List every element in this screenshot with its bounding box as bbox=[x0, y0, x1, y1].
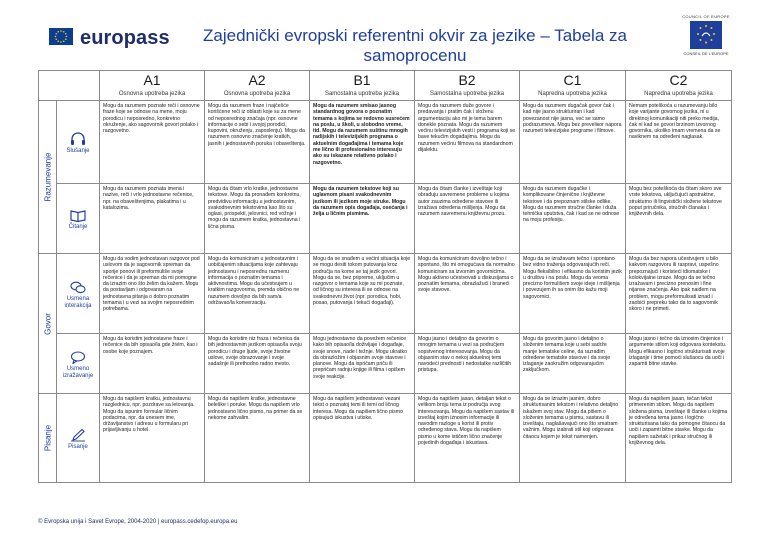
skill-slusanje: Slušanje bbox=[57, 101, 100, 184]
page-header bbox=[0, 0, 768, 66]
europass-logo: europass bbox=[80, 27, 170, 49]
level-b1-header: B1 Samostalna upotreba jezika bbox=[310, 71, 415, 101]
cell-interakcija-b2: Mogu da komuniciram dovoljno tečno i spontano, što mi omogućava da normalno komuniciram sa izvornim govornicima. Mogu aktivno učestvovati u diskusijama o poznatim temama, obrazlažući i braneći svoje stavove. bbox=[415, 254, 520, 334]
skill-izrazavanje: Usmeno izražavanje bbox=[57, 334, 100, 394]
cell-slusanje-a2: Mogu da razumem fraze i najčešće korišćene reči iz oblasti koje su za mene od neposrednog značaja (npr. osnovne informacije o sebi i svojoj porodici, kupovini, okruženju, zaposlenju). Mogu da razumem osnovno značenje kratkih, jasnih i jednostavnih poruka i obaveštenja. bbox=[205, 101, 310, 184]
level-header-row bbox=[39, 71, 732, 101]
cell-interakcija-a1: Mogu da vodim jednostavan razgovor pod uslovom da je sagovornik spreman da sporije ponovi ili preformuliše svoje rečenice i da je spreman da mi pomogne da izrazim ono što želim da kažem. Mogu da postavljam i odgovaram na jednostavna pitanja o dobro poznatim temama i u vezi sa svojim neposrednim potrebama. bbox=[100, 254, 205, 334]
cell-izrazavanje-c1: Mogu da govorim jasno i detaljno o složenim temama koje u sebi sadrže manje tematske celine, da razradim određene tematske stavove i da svoje izlaganje zaokružim odgovarajućim zaključkom. bbox=[520, 334, 626, 394]
footer-copyright: © Evropska unija i Savet Evrope, 2004-2020 | europass.cedefop.europa.eu bbox=[38, 519, 238, 525]
cell-pisanje-a1: Mogu da napišem kratku, jednostavnu razglednicu, npr. pozdrave sa letovanja. Mogu da ispunim formular ličnim podacima, npr. da unesem ime, državljanstvo i adresu u formularu pri prijavljivanju u hotel. bbox=[100, 394, 205, 483]
group-pisanje: Pisanje bbox=[39, 394, 57, 483]
level-b2-header: B2 Samostalna upotreba jezika bbox=[415, 71, 520, 101]
headphones-icon bbox=[70, 132, 86, 146]
cell-pisanje-b2: Mogu da napišem jasan, detaljan tekst o velikom broju tema iz područja svog interesovanja. Mogu da napišem sastav ili izveštaj kojim iznosim informacije ili navodim razloge u korist ili protiv određenog stava. Mogu da napišem pismo u kome ističem lično značenje pojedinih događaja i iskustava. bbox=[415, 394, 520, 483]
row-pisanje bbox=[39, 394, 732, 483]
coe-label-bottom: CONSEIL DE L'EUROPE bbox=[683, 51, 729, 56]
cell-izrazavanje-a2: Mogu da koristim niz fraza i rečenica da bih jednostavnim jezikom opisao/la svoju porodicu i druge ljude, svoje životne uslove, svoje obrazovanje i svoje sadašnje ili prethodno radno mesto. bbox=[205, 334, 310, 394]
level-a2-header: A2 Osnovna upotreba jezika bbox=[205, 71, 310, 101]
group-razumevanje: Razumevanje bbox=[39, 101, 57, 254]
cell-izrazavanje-a1: Mogu da koristim jednostavne fraze i rečenice da bih opisao/la gde živim, kao i osobe koje poznajem. bbox=[100, 334, 205, 394]
cell-slusanje-c1: Mogu da razumem dugačak govor čak i kad nije jasno strukturiran i kad povezanost nije jasna, već se samo podrazumeva. Mogu bez preveliког napora razumeti televizijske programe i filmove. bbox=[520, 101, 626, 184]
cell-citanje-c2: Mogu bez poteškoća da čitam skoro sve vrste tekstova, uključujući apstraktne, strukturno ili lingvistički složene tekstove poput priručnika, stručnih članaka i književnih dela. bbox=[626, 184, 732, 254]
coe-label-top: COUNCIL OF EUROPE bbox=[682, 14, 730, 19]
eu-flag-icon bbox=[49, 28, 73, 45]
cell-citanje-a1: Mogu da razumem poznata imena i nazive, reči i vrlo jednostavne rečenice, npr. na obaveštenjima, plakatima i u katalozima. bbox=[100, 184, 205, 254]
book-icon bbox=[70, 209, 86, 222]
cell-izrazavanje-b2: Mogu jasno i detaljno da govorim o mnogim temama u vezi sa područjem sopstvenog interesovanja. Mogu da objasnim stav o nekoj aktuelnoj temi navodeći prednosti i nedostatke različitih pristupa. bbox=[415, 334, 520, 394]
level-c2-header: C2 Napredna upotreba jezika bbox=[626, 71, 732, 101]
cell-citanje-c1: Mogu da razumem dugačke i komplikovane činjenične i književne tekstove i da prepoznam stilske odlike. Mogu da razumem stručne članke i duža tehnička uputstva, čak i kad se ne odnose na moju profesiju. bbox=[520, 184, 626, 254]
pen-icon bbox=[70, 428, 86, 442]
cell-citanje-b2: Mogu da čitam članke i izveštaje koji obrađuju savremene probleme u kojima autor zauzima određene stavove ili izražava određena mišljenja. Mogu da razumem savremenu književnu prozu. bbox=[415, 184, 520, 254]
cell-citanje-a2: Mogu da čitam vrlo kratke, jednostavne tekstove. Mogu da pronađem konkretnu, predvidivu informaciju u jednostavnim, svakodnevnim tekstovima kao što su oglasi, prospekti, jelovnici, red vožnje i mogu da razumem kratka, jednostavna i lična pisma. bbox=[205, 184, 310, 254]
cell-slusanje-b2: Mogu da razumem duže govore i predavanja i pratim čak i složenu argumentaciju ako mi je tema barem donekle poznata. Mogu da razumem većinu televizijskih vesti i programa koji se bave tekućim događajima. Mogu da razumem većinu filmova na standardnom dijalektu. bbox=[415, 101, 520, 184]
cell-pisanje-b1: Mogu da napišem jednostavan vezani tekst o poznatoj temi ili temi od ličnog interesa. Mogu da napišem lično pismo opisujući iskustva i utiske. bbox=[310, 394, 415, 483]
cell-pisanje-a2: Mogu da napišem kratke, jednostavne beleške i poruke. Mogu da napišem vrlo jednostavno lično pismo, na primer da se nekome zahvalim. bbox=[205, 394, 310, 483]
cell-citanje-b1: Mogu da razumem tekstove koji su uglavnom pisani svakodnevnim jezikom ili jezikom moje struke. Mogu da razumem opis događaja, osećanja i želja u ličnim pismima. bbox=[310, 184, 415, 254]
cell-interakcija-c1: Mogu da se izražavam tečno i spontano bez vidno traženja odgovarajućih reči. Mogu fleksibilno i efikasno da koristim jezik u društvu i na poslu. Mogu da veoma precizno formulišem svoje ideje i mišljenja i povezujem ih sa onim što kažu moji sagovornici. bbox=[520, 254, 626, 334]
row-izrazavanje bbox=[39, 334, 732, 394]
level-c1-header: C1 Napredna upotreba jezika bbox=[520, 71, 626, 101]
cell-izrazavanje-b1: Mogu jednostavno da povežem rečenice kako bih opisao/la doživljaje i događaje, svoje snove, nade i težnje. Mogu ukratko da obrazložim i objasnim svoje stavove i planove. Mogu da ispričam priču ili prepričam radnju knjige ili filma i opišem svoje reakcije. bbox=[310, 334, 415, 394]
cell-slusanje-a1: Mogu da razumem poznate reči i osnovne fraze koje se odnose na mene, moju porodicu i neposredno, konkretno okruženje, ako sagovornik govori polako i razgovetno. bbox=[100, 101, 205, 184]
cell-izrazavanje-c2: Mogu jasno i tečno da iznosim činjenice i argumente stilom koji odgovara kontekstu. Mogu efikasno i logično strukturisati svoje izlaganje i time pomoći slušaocu da uoči i zapamti bitne stavke. bbox=[626, 334, 732, 394]
cell-slusanje-b1: Mogu da razumem smisao jasnog standardnog govora o poznatim temama s kojima se redovno susrećem na poslu, u školi, u slobodno vreme, itd. Mogu da razumem suštinu mnogih radijskih i televizijskih programa o aktuelnim događajima i temama koje me lično ili profesionalno interesuju ako su iskazane relativno polako i razgovetno. bbox=[310, 101, 415, 184]
cell-pisanje-c2: Mogu da napišem jasan, tečan tekst primerenim stilom. Mogu da napišem složena pisma, izveštaje ili članke u kojima je određena tema jasno i logično strukturisana tako da pomogne čitaocu da uoči i zapamti bitne stavke. Mogu da napišem sažetak i prikaz stručnog ili književnog dela. bbox=[626, 394, 732, 483]
skill-interakcija: Usmena interakcija bbox=[57, 254, 100, 334]
council-of-europe-logo bbox=[690, 21, 722, 49]
skill-citanje: Čitanje bbox=[57, 184, 100, 254]
cell-interakcija-c2: Mogu da bez napora učestvujem u bilo kakvom razgovoru ili raspravi, uspešno prepoznajući i koristeći idiomatske i kolokvijalne izraze. Mogu da se tečno izražavam i precizno prenosim i fine nijanse značenja. Ako ipak naiđem na problem, mogu preformulisati iznad i zaobići prepreku tako da to sagovornik skoro i ne primeti. bbox=[626, 254, 732, 334]
page-title: Zajednički evropski referentni okvir za jezike – Tabela za samoprocenu bbox=[203, 26, 627, 65]
cell-pisanje-c1: Mogu da se izrazim jasnim, dobro strukturisanim tekstom i relativno detaljno iskažem svoj stav. Mogu da pišem o složenim temama u pismu, sastavu ili izveštaju, naglašavajući ono što smatram važnim. Mogu izabrati stil koji odgovara čitaocu kojem je tekst namenjen. bbox=[520, 394, 626, 483]
skill-pisanje: Pisanje bbox=[57, 394, 100, 483]
row-citanje bbox=[39, 184, 732, 254]
level-a1-header: A1 Osnovna upotreba jezika bbox=[100, 71, 205, 101]
corner-cell bbox=[39, 71, 100, 101]
chat-bubbles-icon bbox=[70, 281, 86, 294]
group-govor: Govor bbox=[39, 254, 57, 394]
self-assessment-grid bbox=[38, 70, 732, 483]
cell-interakcija-a2: Mogu da komuniciram u jednostavnim i uobičajenim situacijama koje zahtevaju jednostavnu i neposrednu razmenu informacija o poznatim temama i aktivnostima. Mogu da učestvujem u kratkim razgovorima, premda obično ne razumem dovoljno da bih sam/a održavao/la konverzaciju. bbox=[205, 254, 310, 334]
speech-bubble-icon bbox=[70, 351, 86, 364]
cell-slusanje-c2: Nemam poteškoća u razumevanju bilo koje varijante govornog jezika, ni u direktnoj komunikaciji niti preko medija, čak ni kad se govori brzinom izvornog govornika, ukoliko imam vremena da se naviknem na određeni naglasak. bbox=[626, 101, 732, 184]
cell-interakcija-b1: Mogu da se snađem u većini situacija koje se mogu desiti tokom putovanja kroz područja na kome se taj jezik govori. Mogu da se, bez pripreme, uključim u razgovor o temama koje su mi poznate, od ličnog su interesa ili se odnose na svakodnevni život (npr. porodica, hobi, posao, putovanja i tekući događaji). bbox=[310, 254, 415, 334]
row-interakcija bbox=[39, 254, 732, 334]
row-slusanje bbox=[39, 101, 732, 184]
